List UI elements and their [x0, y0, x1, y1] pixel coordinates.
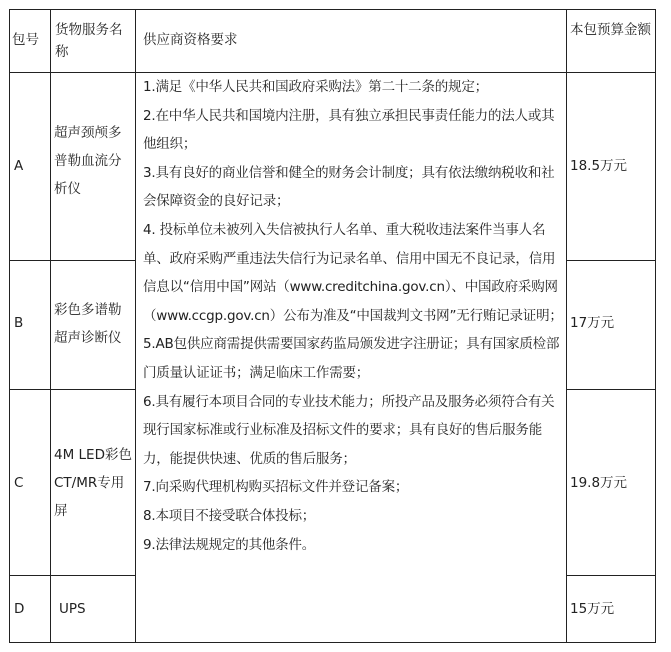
- row-divider: [566, 389, 656, 390]
- table-border-bottom: [9, 642, 656, 643]
- table-border-right: [655, 9, 656, 643]
- package-a-name: 超声颈颅多普勒血流分析仪: [54, 125, 122, 197]
- header-package-no: 包号: [12, 32, 39, 48]
- package-c-code: C: [14, 475, 24, 491]
- package-c-budget: 19.8万元: [570, 475, 628, 491]
- header-budget: 本包预算金额: [570, 22, 651, 38]
- requirement-item: 1.满足《中华人民共和国政府采购法》第二十二条的规定；: [143, 79, 488, 95]
- requirement-item: 3.具有良好的商业信誉和健全的财务会计制度；具有依法缴纳税收和社会保障资金的良好记录；: [143, 164, 555, 210]
- row-divider: [9, 260, 135, 261]
- package-b-code: B: [14, 315, 24, 331]
- package-b-name: 彩色多谱勒超声诊断仪: [54, 302, 122, 346]
- row-divider: [566, 575, 656, 576]
- requirement-item: 8.本项目不接受联合体投标；: [143, 507, 316, 524]
- requirements-cell: [143, 73, 565, 559]
- package-b-budget: 17万元: [570, 315, 615, 331]
- qualification-table: [9, 9, 656, 643]
- column-divider: [50, 9, 51, 643]
- package-a-code: A: [14, 158, 24, 174]
- requirement-item: 5.AB包供应商需提供需要国家药监局颁发进字注册证；具有国家质检部门质量认证证书；满足临床工作需要；: [143, 336, 560, 381]
- row-divider: [566, 260, 656, 261]
- package-d-code: D: [14, 601, 25, 617]
- table-border-top: [9, 9, 656, 10]
- package-d-name: UPS: [59, 601, 86, 617]
- requirement-item: 9.法律法规规定的其他条件。: [143, 536, 316, 553]
- requirement-item: 7.向采购代理机构购买招标文件并登记备案；: [143, 479, 409, 496]
- table-border-left: [9, 9, 10, 643]
- column-divider: [135, 9, 136, 643]
- requirement-item: 2.在中华人民共和国境内注册，具有独立承担民事责任能力的法人或其他组织；: [143, 107, 555, 153]
- requirement-item: 6.具有履行本项目合同的专业技术能力；所投产品及服务必须符合有关现行国家标准或行业标准及招标文件的要求；具有良好的售后服务能力，能提供快速、优质的售后服务；: [143, 393, 555, 467]
- requirement-item: 4. 投标单位未被列入失信被执行人名单、重大税收违法案件当事人名单、政府采购严重违法失信行为记录名单、信用中国无不良记录，信用信息以“信用中国”网站（www.creditchina.gov.cn）、中国政府采购网（www.ccgp.gov.cn）公布为准及“中国裁判文书网”无行贿记录证明；: [143, 221, 563, 324]
- package-a-budget: 18.5万元: [570, 158, 628, 174]
- column-divider: [566, 9, 567, 643]
- row-divider: [9, 575, 135, 576]
- header-goods-name: 货物服务名称: [55, 22, 123, 60]
- header-requirements: 供应商资格要求: [143, 32, 238, 48]
- package-d-budget: 15万元: [570, 601, 615, 617]
- package-c-name: 4M LED彩色CT/MR专用屏: [54, 447, 132, 519]
- row-divider: [9, 389, 135, 390]
